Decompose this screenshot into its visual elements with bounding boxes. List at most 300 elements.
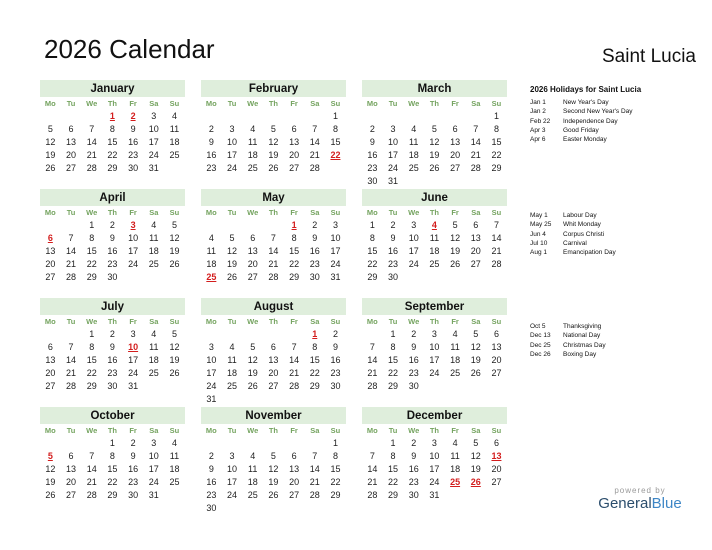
- day-cell: 29: [388, 381, 399, 391]
- day-empty: [242, 219, 263, 232]
- day-cell: 22: [388, 477, 399, 487]
- day-cell: 28: [66, 272, 77, 282]
- day-cell: 5: [47, 124, 53, 134]
- holiday-name: Corpus Christi: [563, 230, 605, 238]
- day-cell: 7: [291, 342, 297, 352]
- day-cell: 24: [408, 259, 419, 269]
- day-empty: [201, 219, 222, 232]
- holiday-day: 1: [291, 220, 297, 230]
- weekday-label: Sa: [149, 317, 159, 326]
- holiday-day: 2: [130, 111, 136, 121]
- weekday-label: Fr: [451, 99, 459, 108]
- day-empty: [362, 110, 383, 123]
- day-cell: 8: [109, 451, 115, 461]
- holiday-date: Feb 22: [530, 117, 551, 125]
- holiday-row: [530, 230, 700, 239]
- day-cell: 14: [289, 355, 300, 365]
- day-grid: [40, 424, 185, 502]
- day-cell: 3: [151, 438, 157, 448]
- day-cell: 14: [309, 137, 320, 147]
- day-cell: 20: [470, 246, 481, 256]
- day-cell: 15: [86, 246, 97, 256]
- day-empty: [403, 110, 424, 123]
- day-cell: 29: [309, 381, 320, 391]
- day-cell: 26: [429, 163, 440, 173]
- day-cell: 19: [45, 477, 56, 487]
- day-cell: 24: [227, 163, 238, 173]
- day-cell: 21: [309, 150, 320, 160]
- day-empty: [61, 219, 82, 232]
- weekday-label: Th: [107, 208, 117, 217]
- day-empty: [304, 437, 325, 450]
- weekday-label: Fr: [129, 426, 137, 435]
- day-cell: 7: [68, 342, 74, 352]
- month-header: September: [362, 298, 507, 315]
- day-cell: 27: [470, 259, 481, 269]
- day-grid: [201, 424, 346, 515]
- day-cell: 7: [369, 451, 375, 461]
- weekday-label: We: [408, 317, 420, 326]
- day-cell: 9: [411, 342, 417, 352]
- day-cell: 14: [470, 137, 481, 147]
- day-cell: 5: [270, 451, 276, 461]
- weekday-label: Th: [429, 426, 439, 435]
- day-cell: 15: [330, 137, 341, 147]
- day-cell: 21: [367, 368, 378, 378]
- day-empty: [61, 437, 82, 450]
- day-cell: 11: [206, 246, 217, 256]
- weekday-label: Fr: [451, 426, 459, 435]
- weekday-label: We: [247, 208, 259, 217]
- day-cell: 12: [169, 233, 180, 243]
- day-cell: 30: [206, 503, 217, 513]
- day-cell: 9: [332, 342, 338, 352]
- day-cell: 19: [169, 355, 180, 365]
- day-cell: 28: [309, 163, 320, 173]
- day-cell: 10: [227, 464, 238, 474]
- weekday-label: Sa: [471, 99, 481, 108]
- day-cell: 13: [268, 355, 279, 365]
- day-cell: 5: [171, 329, 177, 339]
- weekday-label: Fr: [290, 99, 298, 108]
- day-cell: 9: [208, 464, 214, 474]
- day-cell: 27: [45, 272, 56, 282]
- weekday-label: Fr: [129, 99, 137, 108]
- day-cell: 4: [250, 124, 256, 134]
- day-grid: [362, 97, 507, 188]
- day-cell: 3: [151, 111, 157, 121]
- day-cell: 11: [450, 451, 460, 461]
- holiday-row: [530, 126, 700, 135]
- day-cell: 5: [250, 342, 256, 352]
- day-cell: 2: [332, 329, 338, 339]
- holiday-row: [530, 248, 700, 257]
- holiday-name: Emancipation Day: [563, 249, 616, 257]
- day-cell: 16: [388, 246, 399, 256]
- weekday-label: Sa: [471, 208, 481, 217]
- day-cell: 26: [450, 259, 461, 269]
- weekday-label: Th: [107, 426, 117, 435]
- day-cell: 31: [429, 490, 440, 500]
- day-cell: 24: [148, 477, 159, 487]
- day-grid: [362, 424, 507, 502]
- holiday-name: National Day: [563, 332, 601, 340]
- day-cell: 4: [151, 220, 157, 230]
- day-cell: 16: [128, 464, 139, 474]
- day-cell: 27: [66, 490, 77, 500]
- day-cell: 26: [268, 490, 279, 500]
- month-august: [201, 298, 346, 406]
- day-cell: 30: [367, 176, 378, 186]
- day-cell: 22: [86, 368, 97, 378]
- day-cell: 5: [270, 124, 276, 134]
- day-cell: 2: [109, 220, 115, 230]
- day-empty: [201, 110, 222, 123]
- holiday-date: Oct 5: [530, 323, 546, 330]
- day-cell: 21: [66, 259, 77, 269]
- weekday-label: Fr: [290, 426, 298, 435]
- day-cell: 12: [45, 464, 56, 474]
- day-cell: 4: [151, 329, 157, 339]
- day-cell: 13: [450, 137, 461, 147]
- day-cell: 11: [149, 342, 159, 352]
- day-cell: 6: [473, 220, 479, 230]
- day-cell: 5: [473, 438, 479, 448]
- weekday-label: Su: [491, 99, 502, 108]
- day-cell: 25: [247, 163, 258, 173]
- weekday-label: Sa: [310, 208, 320, 217]
- day-cell: 28: [367, 490, 378, 500]
- day-cell: 18: [148, 355, 159, 365]
- day-cell: 21: [66, 368, 77, 378]
- weekday-label: Th: [429, 317, 439, 326]
- day-cell: 11: [450, 342, 460, 352]
- holiday-day: 6: [47, 233, 53, 243]
- weekday-label: Mo: [205, 99, 217, 108]
- weekday-label: Th: [429, 208, 439, 217]
- day-cell: 15: [289, 246, 300, 256]
- generalblue-logo[interactable]: [580, 486, 700, 512]
- day-cell: 19: [470, 464, 481, 474]
- day-cell: 18: [227, 368, 238, 378]
- day-empty: [383, 110, 404, 123]
- weekday-label: Su: [169, 426, 180, 435]
- day-cell: 29: [107, 490, 118, 500]
- holiday-day: 4: [431, 220, 437, 230]
- day-cell: 8: [493, 124, 499, 134]
- day-cell: 6: [250, 233, 256, 243]
- day-cell: 23: [408, 477, 419, 487]
- weekday-label: Su: [330, 317, 341, 326]
- day-cell: 9: [109, 342, 115, 352]
- weekday-label: Mo: [44, 317, 56, 326]
- day-cell: 15: [86, 355, 97, 365]
- day-cell: 1: [89, 220, 95, 230]
- day-cell: 14: [491, 233, 502, 243]
- day-empty: [81, 110, 102, 123]
- weekday-label: Mo: [44, 99, 56, 108]
- month-header: December: [362, 407, 507, 424]
- weekday-label: Fr: [290, 208, 298, 217]
- day-cell: 30: [408, 490, 419, 500]
- day-grid: [362, 206, 507, 284]
- day-cell: 24: [388, 163, 399, 173]
- day-cell: 11: [169, 451, 180, 461]
- day-cell: 25: [169, 477, 180, 487]
- day-cell: 17: [148, 464, 159, 474]
- day-empty: [242, 437, 263, 450]
- month-header: July: [40, 298, 185, 315]
- day-cell: 14: [66, 246, 77, 256]
- day-cell: 2: [208, 124, 214, 134]
- month-november: [201, 407, 346, 515]
- day-cell: 12: [169, 342, 180, 352]
- day-cell: 20: [491, 355, 502, 365]
- day-cell: 25: [148, 368, 159, 378]
- weekday-label: Th: [429, 99, 439, 108]
- day-cell: 2: [411, 329, 417, 339]
- day-cell: 6: [493, 438, 499, 448]
- weekday-label: Th: [268, 99, 278, 108]
- day-cell: 27: [289, 163, 300, 173]
- weekday-label: We: [86, 317, 98, 326]
- day-cell: 23: [128, 150, 139, 160]
- day-cell: 15: [107, 464, 118, 474]
- day-cell: 16: [408, 464, 419, 474]
- day-cell: 30: [107, 381, 118, 391]
- day-cell: 30: [107, 272, 118, 282]
- day-cell: 1: [390, 438, 396, 448]
- day-cell: 12: [429, 137, 440, 147]
- day-cell: 29: [86, 381, 97, 391]
- day-cell: 3: [431, 329, 437, 339]
- day-cell: 18: [450, 355, 461, 365]
- day-cell: 31: [148, 490, 159, 500]
- day-cell: 29: [388, 490, 399, 500]
- weekday-label: Mo: [366, 317, 378, 326]
- holiday-row: [530, 220, 700, 229]
- day-cell: 14: [86, 464, 97, 474]
- day-cell: 26: [45, 490, 56, 500]
- day-cell: 24: [128, 259, 139, 269]
- day-cell: 17: [206, 368, 217, 378]
- day-cell: 28: [86, 490, 97, 500]
- day-cell: 4: [452, 438, 458, 448]
- day-empty: [201, 328, 222, 341]
- day-cell: 30: [128, 490, 139, 500]
- day-empty: [222, 437, 243, 450]
- holiday-list-q2: [530, 211, 700, 257]
- holiday-name: Easter Monday: [563, 136, 607, 144]
- day-cell: 29: [289, 272, 300, 282]
- day-cell: 9: [130, 451, 136, 461]
- day-cell: 22: [107, 150, 118, 160]
- day-cell: 6: [291, 451, 297, 461]
- day-cell: 26: [470, 368, 481, 378]
- day-cell: 28: [491, 259, 502, 269]
- day-cell: 20: [66, 477, 77, 487]
- day-cell: 12: [227, 246, 238, 256]
- day-cell: 20: [491, 464, 502, 474]
- day-cell: 10: [408, 233, 419, 243]
- day-cell: 10: [128, 233, 139, 243]
- day-cell: 12: [470, 451, 481, 461]
- day-cell: 5: [452, 220, 458, 230]
- day-cell: 7: [312, 451, 318, 461]
- day-cell: 12: [247, 355, 258, 365]
- day-cell: 8: [332, 124, 338, 134]
- day-cell: 30: [388, 272, 399, 282]
- month-header: January: [40, 80, 185, 97]
- day-cell: 13: [66, 464, 77, 474]
- day-cell: 12: [268, 464, 279, 474]
- brand-name: [580, 495, 700, 512]
- day-empty: [222, 328, 243, 341]
- day-cell: 5: [431, 124, 437, 134]
- month-april: [40, 189, 185, 284]
- day-cell: 30: [309, 272, 320, 282]
- holiday-day: 5: [47, 451, 53, 461]
- holiday-row: [530, 331, 700, 340]
- day-empty: [263, 328, 284, 341]
- day-cell: 18: [148, 246, 159, 256]
- day-cell: 4: [229, 342, 235, 352]
- day-cell: 25: [169, 150, 180, 160]
- holiday-name: Good Friday: [563, 126, 599, 134]
- holiday-name: Boxing Day: [563, 350, 597, 358]
- weekday-label: Sa: [310, 99, 320, 108]
- day-empty: [40, 219, 61, 232]
- day-cell: 20: [289, 150, 300, 160]
- day-grid: [40, 97, 185, 175]
- day-cell: 2: [369, 124, 375, 134]
- day-cell: 19: [470, 355, 481, 365]
- month-header: October: [40, 407, 185, 424]
- day-cell: 25: [227, 381, 238, 391]
- day-cell: 23: [128, 477, 139, 487]
- holiday-day: 1: [109, 111, 115, 121]
- day-empty: [61, 110, 82, 123]
- day-cell: 28: [309, 490, 320, 500]
- day-cell: 26: [169, 259, 180, 269]
- day-cell: 11: [248, 137, 258, 147]
- day-cell: 15: [330, 464, 341, 474]
- day-cell: 27: [247, 272, 258, 282]
- day-cell: 13: [45, 246, 56, 256]
- weekday-label: Mo: [205, 426, 217, 435]
- weekday-label: Tu: [388, 317, 398, 326]
- day-cell: 27: [289, 490, 300, 500]
- holiday-date: Jul 10: [530, 239, 548, 247]
- day-cell: 3: [431, 438, 437, 448]
- day-cell: 3: [208, 342, 214, 352]
- day-cell: 15: [388, 464, 399, 474]
- day-empty: [362, 437, 383, 450]
- weekday-label: Tu: [227, 426, 237, 435]
- weekday-label: Su: [169, 99, 180, 108]
- day-cell: 14: [66, 355, 77, 365]
- day-cell: 26: [268, 163, 279, 173]
- day-empty: [201, 437, 222, 450]
- day-cell: 26: [247, 381, 258, 391]
- weekday-label: Sa: [149, 99, 159, 108]
- weekday-label: Tu: [227, 208, 237, 217]
- day-cell: 20: [66, 150, 77, 160]
- day-cell: 23: [206, 163, 217, 173]
- month-february: [201, 80, 346, 175]
- day-cell: 29: [330, 490, 341, 500]
- day-cell: 8: [369, 233, 375, 243]
- day-cell: 27: [268, 381, 279, 391]
- day-cell: 21: [289, 368, 300, 378]
- weekday-label: We: [247, 99, 259, 108]
- day-cell: 16: [367, 150, 378, 160]
- weekday-label: We: [408, 426, 420, 435]
- day-empty: [222, 110, 243, 123]
- day-cell: 26: [169, 368, 180, 378]
- weekday-label: Su: [330, 99, 341, 108]
- day-cell: 17: [330, 246, 341, 256]
- day-cell: 25: [408, 163, 419, 173]
- day-empty: [61, 328, 82, 341]
- day-cell: 24: [429, 477, 440, 487]
- day-cell: 7: [68, 233, 74, 243]
- day-cell: 20: [450, 150, 461, 160]
- day-cell: 3: [390, 124, 396, 134]
- day-cell: 12: [470, 342, 481, 352]
- day-cell: 9: [369, 137, 375, 147]
- day-cell: 8: [390, 451, 396, 461]
- weekday-label: Th: [268, 426, 278, 435]
- day-cell: 21: [367, 477, 378, 487]
- day-cell: 15: [388, 355, 399, 365]
- day-cell: 29: [86, 272, 97, 282]
- holiday-row: [530, 98, 700, 107]
- day-cell: 2: [390, 220, 396, 230]
- day-cell: 25: [247, 490, 258, 500]
- month-september: [362, 298, 507, 393]
- day-cell: 10: [227, 137, 238, 147]
- day-cell: 30: [408, 381, 419, 391]
- day-cell: 19: [450, 246, 461, 256]
- day-cell: 6: [68, 124, 74, 134]
- holiday-row: [530, 350, 700, 359]
- day-empty: [40, 328, 61, 341]
- day-cell: 29: [367, 272, 378, 282]
- day-cell: 19: [45, 150, 56, 160]
- weekday-label: Mo: [44, 426, 56, 435]
- weekday-label: Su: [330, 426, 341, 435]
- holiday-day: 1: [312, 329, 318, 339]
- day-cell: 22: [309, 368, 320, 378]
- day-cell: 14: [309, 464, 320, 474]
- holiday-name: Whit Monday: [563, 221, 601, 229]
- month-march: [362, 80, 507, 188]
- day-empty: [40, 437, 61, 450]
- day-cell: 5: [171, 220, 177, 230]
- day-cell: 23: [330, 368, 341, 378]
- day-grid: [362, 315, 507, 393]
- weekday-label: We: [408, 208, 420, 217]
- day-cell: 16: [309, 246, 320, 256]
- weekday-label: Fr: [129, 317, 137, 326]
- day-cell: 7: [312, 124, 318, 134]
- day-cell: 18: [169, 464, 180, 474]
- day-cell: 23: [309, 259, 320, 269]
- weekday-label: Th: [268, 208, 278, 217]
- holiday-name: Christmas Day: [563, 341, 606, 349]
- day-grid: [201, 206, 346, 284]
